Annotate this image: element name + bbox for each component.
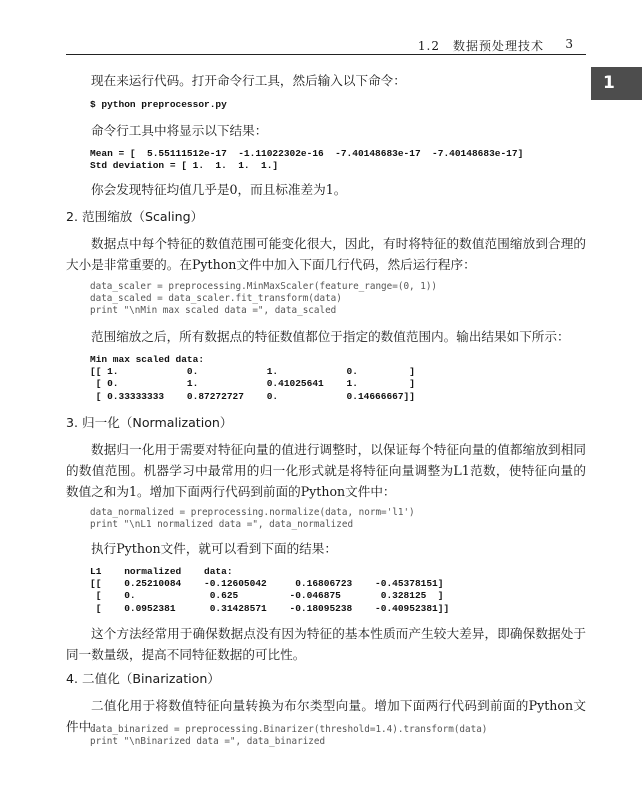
output-minmax: Min max scaled data: [[ 1. 0. 1. 0. ] [ 0. 1. 0.41025641 1. ] [ 0.33333333 0.87272727 0. 0.14666667]] (90, 354, 415, 402)
code-scaling: data_scaler = preprocessing.MinMaxScaler(feature_range=(0, 1)) data_scaled = data_scaler.fit_transform(data) print "\nMin max scaled data =", data_scaled (90, 281, 438, 317)
heading-binarization: 4. 二值化（Binarization） (66, 671, 220, 686)
heading-scaling: 2. 范围缩放（Scaling） (66, 209, 204, 224)
running-header (66, 36, 586, 55)
page-number: 3 (565, 37, 573, 51)
command-line: $ python preprocessor.py (90, 99, 227, 110)
paragraph-binarization: 二值化用于将数值特征向量转换为布尔类型向量。增加下面两行代码到前面的Python文件中： (66, 698, 586, 734)
paragraph-run-code: 现在来运行代码。打开命令行工具，然后输入以下命令： (91, 73, 406, 88)
paragraph-normalization-result: 执行Python文件，就可以看到下面的结果： (91, 541, 337, 556)
running-header-section: 1.2 数据预处理技术 (417, 39, 544, 53)
paragraph-output-intro: 命令行工具中将显示以下结果： (91, 123, 268, 138)
heading-normalization: 3. 归一化（Normalization） (66, 415, 233, 430)
paragraph-normalization: 数据归一化用于需要对特征向量的值进行调整时，以保证每个特征向量的值都缩放到相同的数值范围。机器学习中最常用的归一化形式就是将特征向量调整为L1范数，使特征向量的数值之和为1。增加下面两行代码到前面的Python文件中： (66, 442, 586, 499)
code-binarization: data_binarized = preprocessing.Binarizer(threshold=1.4).transform(data) print "\nBinarized data =", data_binarized (90, 724, 488, 748)
paragraph-normalization-note: 这个方法经常用于确保数据点没有因为特征的基本性质而产生较大差异，即确保数据处于同一数量级，提高不同特征数据的可比性。 (66, 626, 586, 662)
paragraph-scaling: 数据点中每个特征的数值范围可能变化很大，因此，有时将特征的数值范围缩放到合理的大小是非常重要的。在Python文件中加入下面几行代码，然后运行程序： (66, 236, 586, 272)
chapter-tab: 1 (591, 67, 642, 100)
code-normalization: data_normalized = preprocessing.normalize(data, norm='l1') print "\nL1 normalized data =", data_normalized (90, 507, 415, 531)
output-mean-std: Mean = [ 5.55111512e-17 -1.11022302e-16 -7.40148683e-17 -7.40148683e-17] Std deviation = [ 1. 1. 1. 1.] (90, 148, 524, 172)
paragraph-mean-result: 你会发现特征均值几乎是0，而且标准差为1。 (91, 182, 347, 197)
paragraph-scaling-result: 范围缩放之后，所有数据点的特征数值都位于指定的数值范围内。输出结果如下所示： (91, 329, 570, 344)
output-l1: L1 normalized data: [[ 0.25210084 -0.12605042 0.16806723 -0.45378151] [ 0. 0.625 -0.046875 0.328125 ] [ 0.0952381 0.31428571 -0.18095238 -0.40952381]] (90, 566, 450, 614)
